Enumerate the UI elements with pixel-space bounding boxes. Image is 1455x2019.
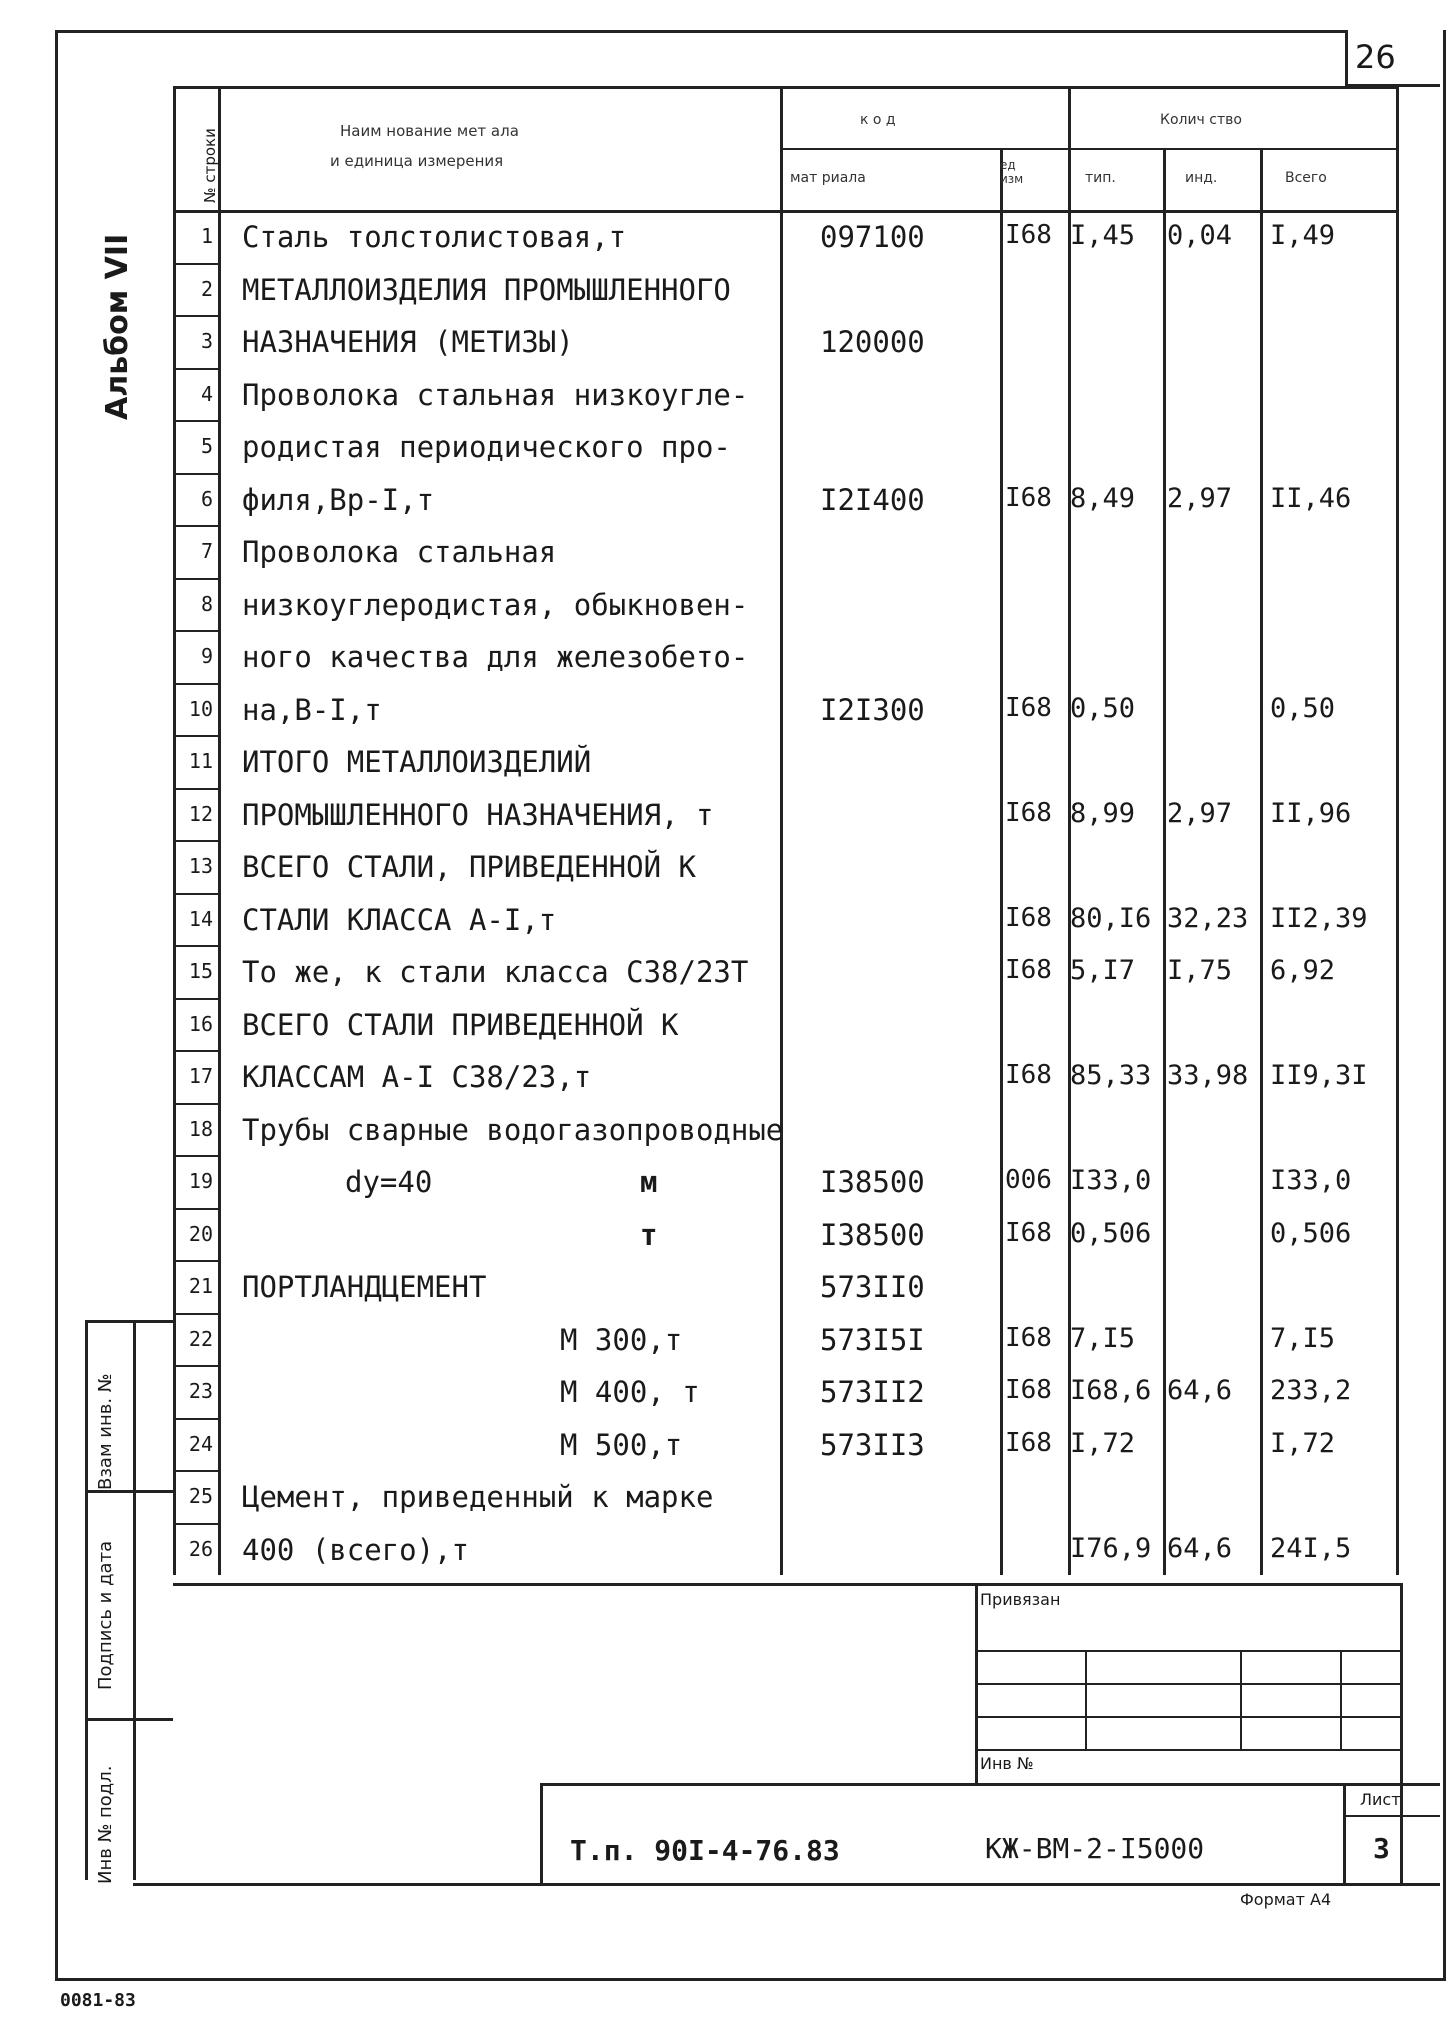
row-unit: I68	[1005, 797, 1052, 828]
title-grid-4	[975, 1749, 1400, 1751]
row-separator	[173, 1155, 218, 1157]
row-name: СТАЛИ КЛАССА А-I,т	[242, 902, 557, 937]
row-number: 2	[200, 276, 213, 301]
header-unit: ед изм	[1000, 158, 1024, 186]
row-number: 16	[188, 1011, 213, 1036]
row-unit: I68	[1005, 1060, 1052, 1090]
row-number: 21	[188, 1274, 213, 1298]
row-separator	[173, 1208, 218, 1210]
title-main-top	[540, 1783, 1440, 1786]
row-unit: I68	[1005, 1322, 1052, 1353]
header-material: мат риала	[790, 170, 866, 186]
row-separator	[173, 1313, 218, 1315]
row-number: 3	[200, 329, 213, 353]
row-total: II,96	[1270, 797, 1352, 829]
row-total: II,46	[1270, 482, 1352, 514]
grid-col-line	[173, 86, 176, 1575]
row-tip: 80,I6	[1070, 902, 1152, 934]
row-separator	[173, 1260, 218, 1262]
stamp-podpis: Подпись и дата	[95, 1540, 116, 1690]
row-ind: 0,04	[1167, 220, 1233, 251]
row-name: ПРОМЫШЛЕННОГО НАЗНАЧЕНИЯ, т	[242, 797, 714, 832]
row-code: 097100	[820, 220, 925, 254]
row-name-unit: т	[640, 1217, 658, 1252]
row-separator	[173, 1103, 218, 1105]
row-tip: 5,I7	[1070, 955, 1136, 986]
row-name: низкоуглеродистая, обыкновен-	[242, 587, 749, 622]
row-total: 0,50	[1270, 692, 1336, 724]
row-name: Трубы сварные водогазопроводные	[242, 1112, 784, 1147]
row-number: 7	[200, 539, 213, 563]
header-name-line2: и единица измерения	[330, 152, 504, 170]
header-tip: тип.	[1085, 170, 1116, 186]
row-ind: 32,23	[1167, 902, 1249, 934]
row-number: 12	[188, 801, 213, 826]
row-number: 15	[188, 959, 213, 983]
row-number: 8	[200, 591, 213, 616]
format-label: Формат А4	[1240, 1890, 1332, 1909]
row-name: филя,Вр-I,т	[242, 482, 435, 517]
header-ind: инд.	[1185, 170, 1218, 186]
row-name: Проволока стальная низкоугле-	[242, 377, 749, 412]
row-separator	[173, 420, 218, 422]
grid-top-line	[173, 86, 1396, 89]
row-separator	[173, 473, 218, 475]
row-ind: 2,97	[1167, 797, 1233, 829]
row-separator	[173, 788, 218, 790]
row-number: 20	[188, 1221, 213, 1246]
row-tip: I,72	[1070, 1427, 1136, 1459]
row-name: ПОРТЛАНДЦЕМЕНТ	[242, 1270, 487, 1304]
project-number: Т.п. 90I-4-76.83	[570, 1834, 840, 1867]
row-number: 22	[188, 1326, 213, 1351]
row-code: 120000	[820, 325, 925, 359]
row-total: II2,39	[1270, 902, 1368, 934]
row-total: 6,92	[1270, 955, 1336, 986]
row-name: М 400, т	[560, 1375, 700, 1409]
row-separator	[173, 945, 218, 947]
row-tip: 0,50	[1070, 692, 1136, 724]
row-separator	[173, 1418, 218, 1420]
row-tip: 85,33	[1070, 1060, 1152, 1091]
row-separator	[173, 315, 218, 317]
row-separator	[173, 630, 218, 632]
grid-col-line	[1000, 148, 1003, 1575]
page-number: 26	[1355, 38, 1396, 76]
title-main-bottom	[133, 1883, 1440, 1886]
row-number: 10	[188, 696, 213, 721]
row-separator	[173, 998, 218, 1000]
table-bottom-line	[173, 1583, 1403, 1586]
header-code: к о д	[860, 112, 896, 128]
row-unit: I68	[1005, 220, 1052, 250]
title-main-left	[540, 1783, 543, 1883]
row-ind: 64,6	[1167, 1375, 1233, 1406]
row-name: на,В-I,т	[242, 692, 382, 727]
row-unit: I68	[1005, 902, 1052, 933]
row-code: 573II3	[820, 1427, 925, 1462]
row-code: 573I5I	[820, 1322, 925, 1357]
row-ind: 64,6	[1167, 1532, 1233, 1564]
row-tip: 0,506	[1070, 1217, 1152, 1249]
sheet-box-divider	[1343, 1815, 1440, 1817]
row-separator	[173, 893, 218, 895]
row-tip: 8,49	[1070, 482, 1136, 514]
row-name-unit: м	[640, 1165, 658, 1199]
row-separator	[173, 840, 218, 842]
header-quantity: Колич ство	[1160, 112, 1242, 128]
header-name-line1: Наим нование мет ала	[340, 122, 519, 140]
row-name: КЛАССАМ А-I С38/23,т	[242, 1060, 592, 1094]
stamp-vzam-inv: Взам инв. №	[95, 1373, 116, 1490]
row-ind: 33,98	[1167, 1060, 1249, 1091]
row-total: I,72	[1270, 1427, 1336, 1459]
row-separator	[173, 735, 218, 737]
row-separator	[173, 1470, 218, 1472]
row-ind: 2,97	[1167, 482, 1233, 514]
row-number: 13	[188, 854, 213, 878]
row-separator	[173, 1050, 218, 1052]
header-bottom-line	[173, 210, 1396, 213]
row-separator	[173, 263, 218, 265]
row-name: ВСЕГО СТАЛИ ПРИВЕДЕННОЙ К	[242, 1007, 679, 1042]
row-number: 23	[188, 1379, 213, 1403]
row-tip: I33,0	[1070, 1165, 1152, 1196]
row-unit: I68	[1005, 1375, 1052, 1405]
row-name: Цемент, приведенный к марке	[242, 1480, 714, 1514]
row-name: То же, к стали класса С38/23Т	[242, 955, 749, 989]
row-number: 19	[188, 1169, 213, 1193]
row-number: 25	[188, 1484, 213, 1508]
row-number: 26	[188, 1536, 213, 1561]
row-unit: I68	[1005, 692, 1052, 723]
row-tip: 8,99	[1070, 797, 1136, 829]
document-code: КЖ-ВМ-2-I5000	[985, 1832, 1205, 1865]
row-name: Сталь толстолистовая,т	[242, 220, 627, 254]
header-mid-line	[780, 148, 1396, 150]
row-name: ного качества для железобето-	[242, 640, 749, 674]
row-code: 573II0	[820, 1270, 925, 1304]
title-grid-v2	[1240, 1650, 1242, 1749]
row-total: I33,0	[1270, 1165, 1352, 1196]
grid-col-line	[1163, 148, 1166, 1575]
row-number: 11	[188, 749, 213, 773]
sheet-number: 3	[1373, 1832, 1390, 1865]
row-name: МЕТАЛЛОИЗДЕЛИЯ ПРОМЫШЛЕННОГО	[242, 272, 731, 307]
row-number: 14	[188, 906, 213, 931]
title-grid-3	[975, 1716, 1400, 1718]
row-total: 24I,5	[1270, 1532, 1352, 1564]
row-separator	[173, 578, 218, 580]
row-number: 6	[200, 486, 213, 511]
row-tip: 7,I5	[1070, 1322, 1136, 1354]
page-frame	[55, 30, 1446, 1981]
row-separator	[173, 525, 218, 527]
row-separator	[173, 683, 218, 685]
row-name: М 500,т	[560, 1427, 683, 1462]
row-name: ВСЕГО СТАЛИ, ПРИВЕДЕННОЙ К	[242, 850, 696, 884]
title-grid-2	[975, 1683, 1400, 1685]
row-name: Проволока стальная	[242, 535, 557, 569]
archive-code: 0081-83	[60, 1990, 136, 2011]
grid-col-line	[1260, 148, 1263, 1575]
row-code: 573II2	[820, 1375, 925, 1409]
row-code: I38500	[820, 1165, 925, 1199]
row-unit: I68	[1005, 482, 1052, 513]
row-number: 4	[200, 381, 213, 406]
row-name: 400 (всего),т	[242, 1532, 469, 1567]
row-number: 1	[200, 224, 213, 248]
privyazan-label: Привязан	[980, 1590, 1061, 1609]
row-unit: I68	[1005, 1217, 1052, 1248]
grid-col-line	[218, 86, 221, 1575]
row-number: 9	[200, 644, 213, 668]
grid-col-line	[780, 86, 783, 1575]
row-total: 7,I5	[1270, 1322, 1336, 1354]
grid-col-line	[1396, 86, 1399, 1575]
row-total: 233,2	[1270, 1375, 1352, 1406]
row-total: 0,506	[1270, 1217, 1352, 1249]
sheet-box-left	[1343, 1783, 1346, 1883]
inv-no-label: Инв №	[980, 1754, 1034, 1773]
row-name: НАЗНАЧЕНИЯ (МЕТИЗЫ)	[242, 325, 574, 359]
sheet-label: Лист	[1360, 1790, 1401, 1809]
row-unit: I68	[1005, 955, 1052, 985]
title-grid-1	[975, 1650, 1400, 1652]
stamp-inner-border	[133, 1320, 136, 1880]
row-number: 24	[188, 1431, 213, 1456]
row-separator	[173, 1365, 218, 1367]
row-number: 17	[188, 1064, 213, 1088]
row-code: I2I300	[820, 692, 925, 727]
title-block-right	[1400, 1583, 1403, 1883]
header-row-no: № строки	[201, 128, 219, 203]
title-grid-v1	[1085, 1650, 1087, 1749]
stamp-inv-podl: Инв № подл.	[95, 1765, 116, 1884]
row-total: II9,3I	[1270, 1060, 1368, 1091]
row-tip: I76,9	[1070, 1532, 1152, 1564]
album-label: Альбом VII	[100, 233, 135, 420]
title-grid-v3	[1340, 1650, 1342, 1749]
row-name: родистая периодического про-	[242, 430, 731, 464]
row-name: М 300,т	[560, 1322, 683, 1357]
row-ind: I,75	[1167, 955, 1233, 986]
row-total: I,49	[1270, 220, 1336, 251]
row-unit: 006	[1005, 1165, 1052, 1195]
row-code: I38500	[820, 1217, 925, 1252]
row-tip: I68,6	[1070, 1375, 1152, 1406]
row-unit: I68	[1005, 1427, 1052, 1458]
row-code: I2I400	[820, 482, 925, 517]
stamp-left-border	[85, 1320, 88, 1880]
row-number: 18	[188, 1116, 213, 1141]
header-total: Всего	[1285, 170, 1327, 186]
row-separator	[173, 368, 218, 370]
row-name: dy=40	[345, 1165, 433, 1199]
row-number: 5	[200, 434, 213, 458]
row-separator	[173, 1523, 218, 1525]
top-border	[55, 30, 1345, 33]
page-number-box	[1345, 30, 1348, 84]
row-tip: I,45	[1070, 220, 1136, 251]
row-name: ИТОГО МЕТАЛЛОИЗДЕЛИЙ	[242, 745, 592, 779]
stamp-divider-1	[85, 1490, 173, 1493]
